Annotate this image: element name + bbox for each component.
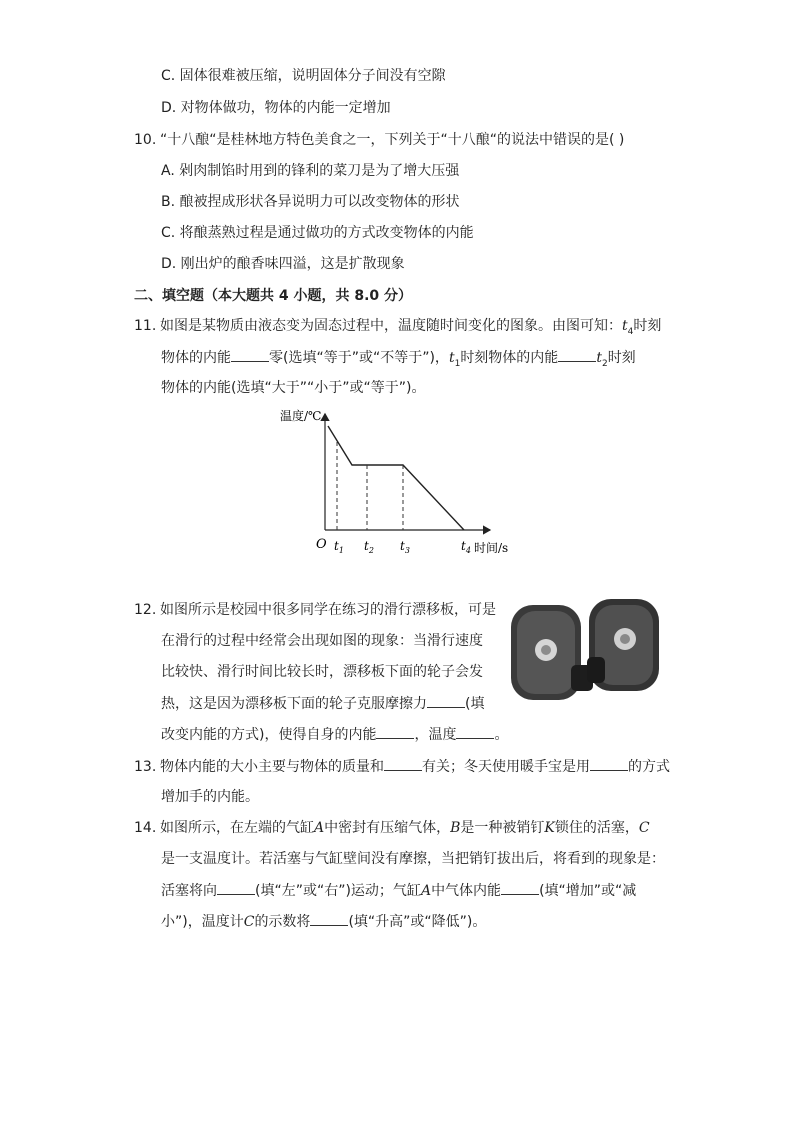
q14-cylinder-a: A [420, 883, 432, 899]
q10-option-c: C. 将酿蒸熟过程是通过做功的方式改变物体的内能 [161, 225, 474, 241]
temperature-time-graph [270, 402, 510, 562]
q13-text-1a: 物体内能的大小主要与物体的质量和 [160, 759, 384, 775]
q14-number: 14. [134, 820, 157, 836]
q10-option-a: A. 剁肉制馅时用到的锋利的菜刀是为了增大压强 [161, 163, 460, 179]
x-axis-label: 时间/s [474, 541, 509, 555]
q14-text-4c: (填“升高”或“降低”)。 [348, 914, 487, 930]
q14-line-3 [161, 880, 636, 901]
right-skate-board [587, 599, 659, 691]
q10-option-b: B. 酿被捏成形状各异说明力可以改变物体的形状 [161, 194, 460, 210]
cooling-curve [328, 426, 464, 530]
q11-text-1a: 如图是某物质由液态变为固态过程中，温度随时间变化的图象。由图可知： [160, 318, 622, 334]
q9-option-d: D. 对物体做功，物体的内能一定增加 [161, 100, 391, 116]
q9-option-c: C. 固体很难被压缩，说明固体分子间没有空隙 [161, 68, 446, 84]
q11-t-subscript: 2 [601, 358, 608, 369]
q13-text-1c: 的方式 [628, 759, 670, 775]
q12-text-5a: 改变内能的方式)，使得自身的内能 [161, 727, 377, 743]
q13-blank-1[interactable] [384, 756, 422, 771]
q13-blank-2[interactable] [590, 756, 628, 771]
q14-blank-1[interactable] [217, 880, 255, 895]
q11-blank-2[interactable] [558, 347, 596, 362]
q10-stem-text: “十八酿“是桂林地方特色美食之一，下列关于“十八酿“的说法中错误的是( ) [160, 132, 625, 148]
q11-t-subscript: 1 [454, 358, 461, 369]
q12-text-4b: (填 [465, 696, 485, 712]
tick-t3: $t_3$ [400, 539, 410, 555]
drift-skate-photo [505, 595, 665, 713]
q12-line-4 [161, 693, 484, 714]
q11-blank-1[interactable] [231, 347, 269, 362]
q12-line-1 [134, 600, 496, 620]
q14-text-4b: 的示数将 [254, 914, 311, 930]
q14-pin-k: K [544, 820, 555, 836]
q14-text-1d: 锁住的活塞， [554, 820, 639, 836]
q14-thermometer-c: C [243, 914, 255, 930]
tick-t2: $t_2$ [364, 539, 374, 555]
q14-line-1 [134, 818, 650, 838]
q14-cylinder-a: A [314, 820, 325, 836]
q14-text-3a: 活塞将向 [161, 883, 217, 899]
q10-option-d: D. 刚出炉的酿香味四溢，这是扩散现象 [161, 256, 405, 272]
q11-number: 11. [134, 318, 157, 334]
q14-text-1a: 如图所示，在左端的气缸 [160, 820, 314, 836]
q14-text-3b: (填“左”或“右”)运动；气缸 [255, 883, 421, 899]
q12-text-1: 如图所示是校园中很多同学在练习的滑行漂移板，可是 [160, 602, 496, 618]
q11-text-2b: 零(选填“等于”或“不等于”)， [269, 350, 449, 366]
q13-line-1 [134, 756, 670, 777]
q12-number: 12. [134, 602, 157, 618]
q12-blank-1[interactable] [427, 693, 465, 708]
q11-text-2h: 时刻 [607, 350, 636, 366]
q14-text-4a: 小”)，温度计 [161, 914, 244, 930]
section-heading-fill-in: 二、填空题（本大题共 4 小题，共 8.0 分） [134, 288, 413, 304]
q12-line-5 [161, 724, 508, 745]
q12-line-3: 比较快、滑行时间比较长时，漂移板下面的轮子会发 [161, 664, 483, 680]
q11-t-subscript: 4 [627, 326, 634, 337]
q14-line-2: 是一支温度计。若活塞与气缸壁间没有摩擦，当把销钉拔出后，将看到的现象是： [161, 851, 665, 867]
q11-t-symbol: t [596, 350, 602, 366]
q12-blank-2[interactable] [376, 724, 414, 739]
q12-text-5c: 。 [494, 727, 509, 743]
q14-blank-2[interactable] [501, 880, 539, 895]
q11-t-symbol: t [622, 318, 628, 334]
q11-line-2 [161, 347, 636, 374]
q14-text-3c: 中气体内能 [431, 883, 502, 899]
q14-thermometer-c: C [638, 820, 650, 836]
q11-text-2a: 物体的内能 [161, 350, 231, 366]
tick-t4: $t_4$ [461, 539, 471, 555]
q10-stem [134, 130, 624, 150]
q14-blank-3[interactable] [310, 911, 348, 926]
q14-text-1c: 是一种被销钉 [460, 820, 545, 836]
q11-line-1 [134, 316, 661, 342]
q12-text-4: 热，这是因为漂移板下面的轮子克服摩擦力 [161, 696, 427, 712]
q11-text-1d: 时刻 [633, 318, 662, 334]
q12-blank-3[interactable] [456, 724, 494, 739]
q12-text-5b: ，温度 [414, 727, 457, 743]
tick-t1: $t_1$ [334, 539, 344, 555]
q12-line-2: 在滑行的过程中经常会出现如图的现象：当滑行速度 [161, 633, 483, 649]
q11-t-symbol: t [448, 350, 455, 366]
q14-piston-b: B [450, 820, 461, 836]
q13-text-1b: 有关；冬天使用暖手宝是用 [422, 759, 590, 775]
q13-number: 13. [134, 759, 157, 775]
q14-text-1b: 中密封有压缩气体， [324, 820, 451, 836]
q11-line-3: 物体的内能(选填“大于”“小于”或“等于”)。 [161, 380, 426, 396]
origin-label: O [316, 537, 327, 552]
q10-number: 10. [134, 132, 157, 148]
q14-line-4 [161, 911, 486, 932]
q14-text-3d: (填“增加”或“减 [539, 883, 637, 899]
y-axis-label: 温度/℃ [280, 409, 322, 423]
q13-line-2: 增加手的内能。 [161, 789, 259, 805]
q11-text-2e: 时刻物体的内能 [460, 350, 559, 366]
